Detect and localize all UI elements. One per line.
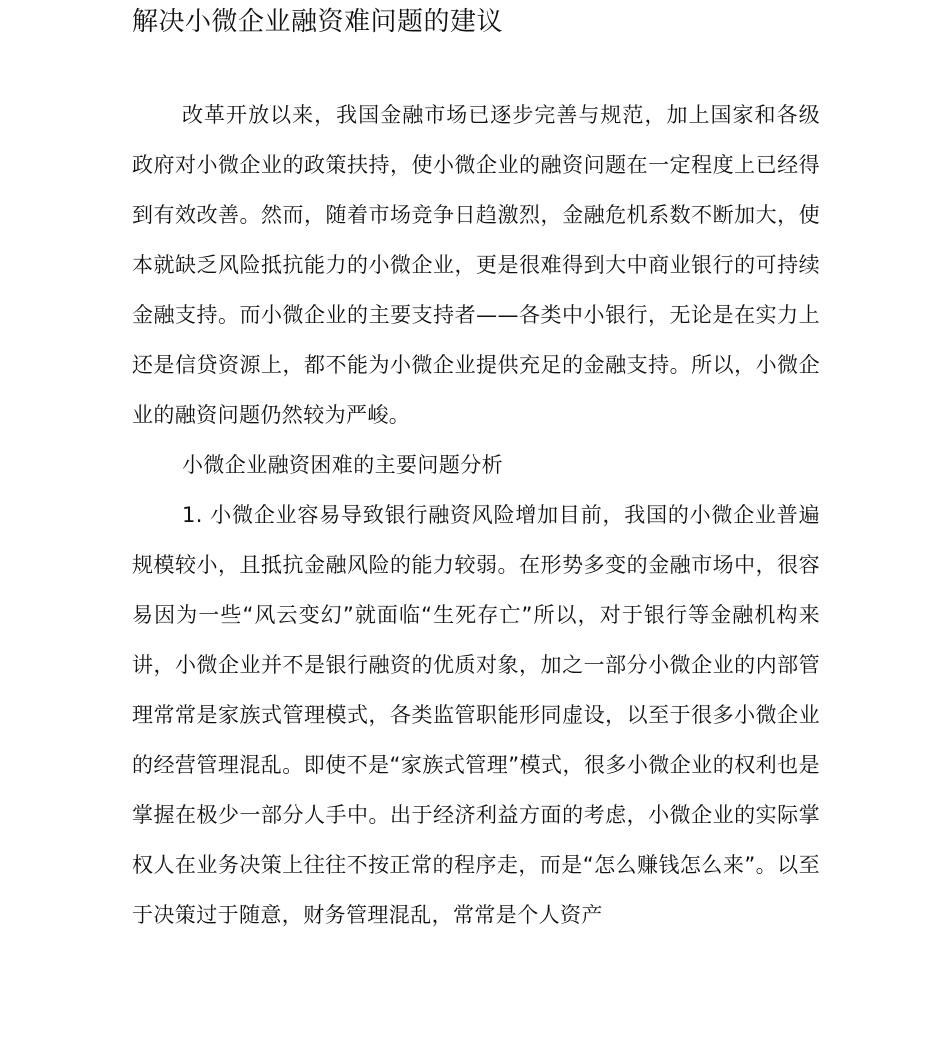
document-page <box>132 0 820 927</box>
section-heading: 小微企业融资困难的主要问题分析 <box>182 453 503 477</box>
intro-paragraph: 改革开放以来，我国金融市场已逐步完善与规范，加上国家和各级政府对小微企业的政策扶持，使小微企业的融资问题在一定程度上已经得到有效改善。然而，随着市场竞争日趋激烈，金融危机系数不断加大，使本就缺乏风险抵抗能力的小微企业，更是很难得到大中商业银行的可持续金融支持。而小微企业的主要支持者——各类中小银行，无论是在实力上还是信贷资源上，都不能为小微企业提供充足的金融支持。所以，小微企业的融资问题仍然较为严峻。 <box>132 103 820 427</box>
document-body <box>132 90 820 940</box>
document-title: 解决小微企业融资难问题的建议 <box>132 7 504 37</box>
point-1-paragraph: 1. 小微企业容易导致银行融资风险增加目前，我国的小微企业普遍规模较小，且抵抗金融风险的能力较弱。在形势多变的金融市场中，很容易因为一些“风云变幻”就面临“生死存亡”所以，对于银行等金融机构来讲，小微企业并不是银行融资的优质对象，加之一部分小微企业的内部管理常常是家族式管理模式，各类监管职能形同虚设，以至于很多小微企业的经营管理混乱。即使不是“家族式管理”模式，很多小微企业的权利也是掌握在极少一部分人手中。出于经济利益方面的考虑，小微企业的实际掌权人在业务决策上往往不按正常的程序走，而是“怎么赚钱怎么来”。以至于决策过于随意，财务管理混乱，常常是个人资产 <box>132 503 820 927</box>
